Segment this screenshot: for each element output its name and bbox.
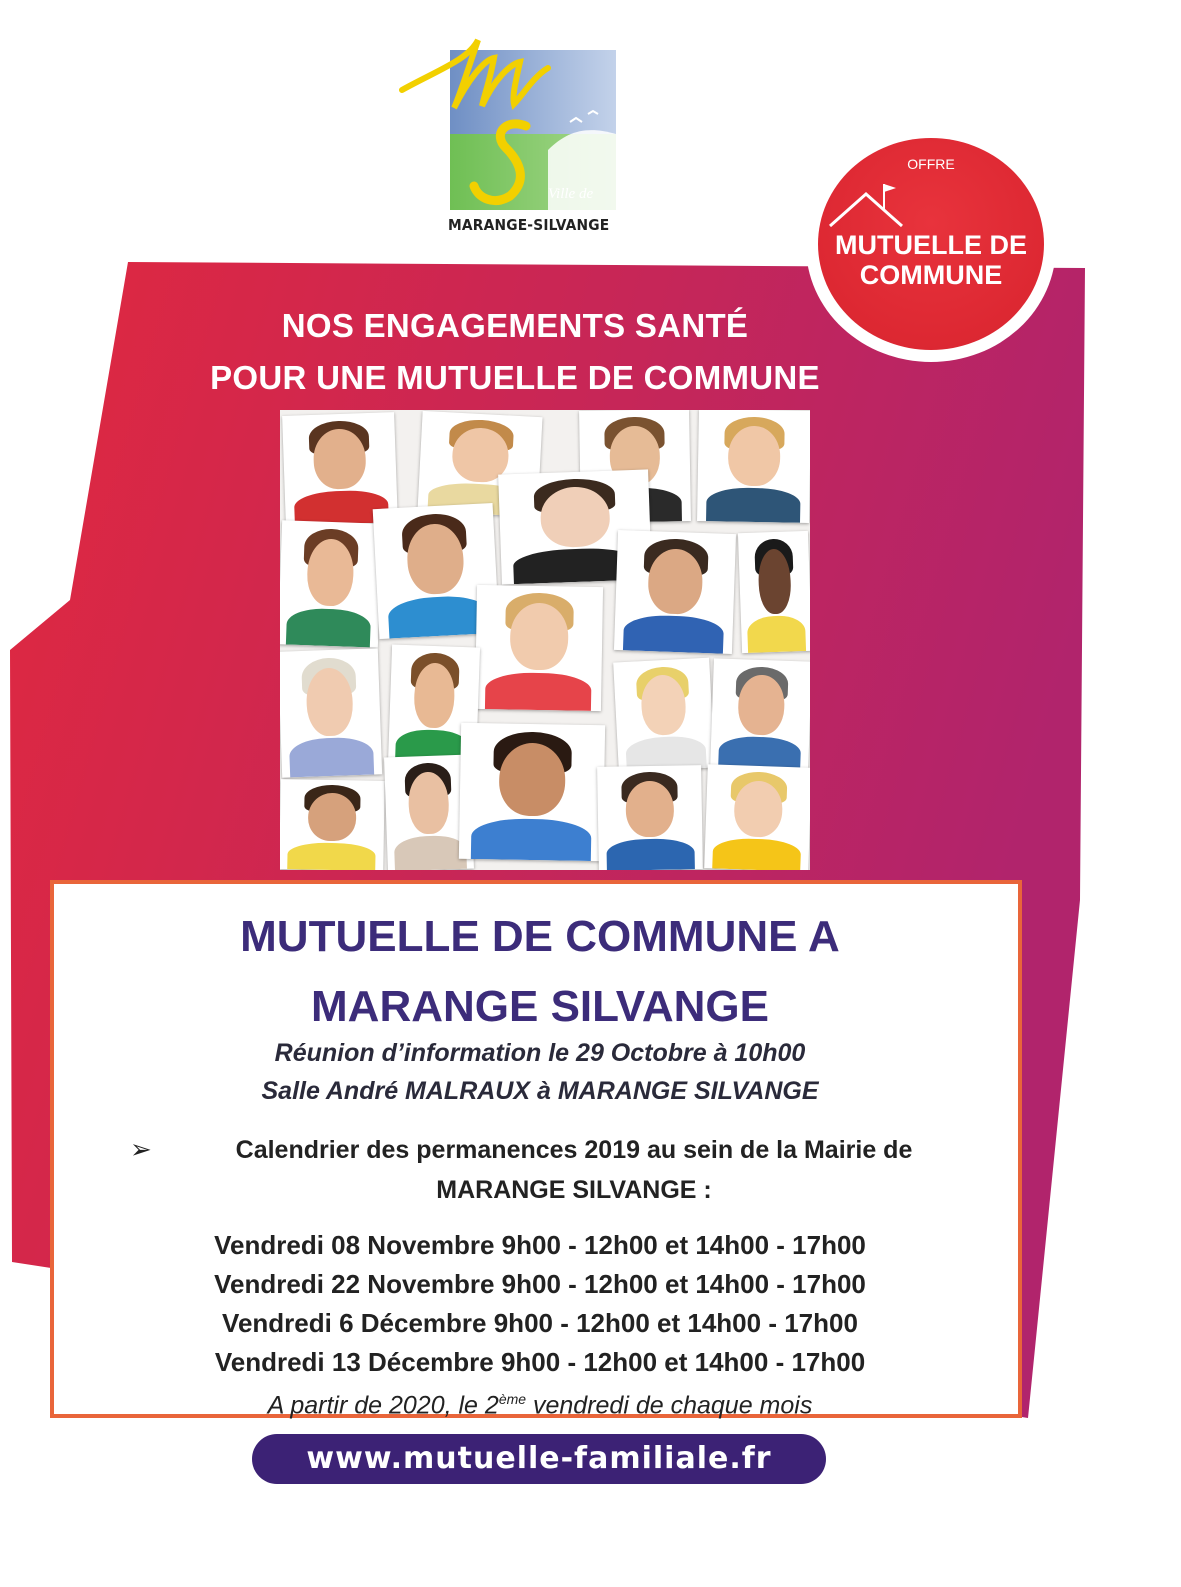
portrait-photo	[710, 658, 810, 771]
headline-line1: NOS ENGAGEMENTS SANTÉ	[281, 307, 749, 344]
portrait-photo	[738, 531, 810, 653]
schedule-list	[54, 1226, 1026, 1382]
schedule-item: Vendredi 13 Décembre 9h00 - 12h00 et 14h00 - 17h00	[214, 1347, 866, 1377]
portrait-photo	[597, 765, 703, 870]
badge-offre-label: OFFRE	[907, 156, 955, 172]
headline-line2: POUR UNE MUTUELLE DE COMMUNE	[210, 359, 820, 396]
schedule-item: Vendredi 6 Décembre 9h00 - 12h00 et 14h00 - 17h00	[222, 1308, 858, 1338]
bullet-arrow-icon: ➢	[130, 1134, 152, 1164]
info-title-line2: MARANGE SILVANGE	[311, 982, 769, 1031]
logo-town-name: MARANGE-SILVANGE	[448, 216, 610, 234]
portrait-photo	[614, 530, 736, 654]
calendar-heading-line2: MARANGE SILVANGE :	[436, 1176, 712, 1204]
badge-line2: COMMUNE	[859, 260, 1003, 290]
schedule-item: Vendredi 08 Novembre 9h00 - 12h00 et 14h00 - 17h00	[214, 1230, 866, 1260]
schedule-note	[54, 1382, 1026, 1422]
portrait-photo	[459, 723, 605, 861]
meeting-info	[54, 1034, 1026, 1110]
calendar-heading	[164, 1130, 984, 1210]
info-title	[54, 902, 1026, 1042]
note-superscript: ème	[498, 1391, 527, 1407]
portrait-photo	[280, 520, 382, 647]
portrait-photo	[697, 410, 810, 523]
schedule-item: Vendredi 22 Novembre 9h00 - 12h00 et 14h00 - 17h00	[214, 1269, 866, 1299]
portrait-collage	[280, 410, 810, 870]
portrait-photo	[280, 779, 385, 870]
offer-badge	[806, 130, 1056, 362]
meeting-location: Salle André MALRAUX à MARANGE SILVANGE	[261, 1077, 819, 1105]
portrait-photo	[613, 658, 715, 773]
info-title-line1: MUTUELLE DE COMMUNE A	[240, 912, 840, 961]
note-before: A partir de 2020, le 2	[267, 1391, 499, 1420]
logo-ville-label: Ville de	[548, 186, 594, 202]
note-after: vendredi de chaque mois	[526, 1391, 813, 1420]
portrait-photo	[704, 764, 810, 870]
meeting-date: Réunion d’information le 29 Octobre à 10h00	[274, 1039, 806, 1067]
info-box	[50, 880, 1022, 1418]
badge-title	[806, 230, 1056, 290]
website-link[interactable]: www.mutuelle-familiale.fr	[252, 1434, 826, 1484]
house-flag-icon	[826, 180, 916, 230]
headline	[150, 300, 880, 404]
portrait-photo	[280, 648, 382, 777]
portrait-photo	[475, 585, 603, 711]
badge-line1: MUTUELLE DE	[835, 230, 1027, 260]
calendar-heading-line1: Calendrier des permanences 2019 au sein de la Mairie de	[235, 1136, 913, 1164]
